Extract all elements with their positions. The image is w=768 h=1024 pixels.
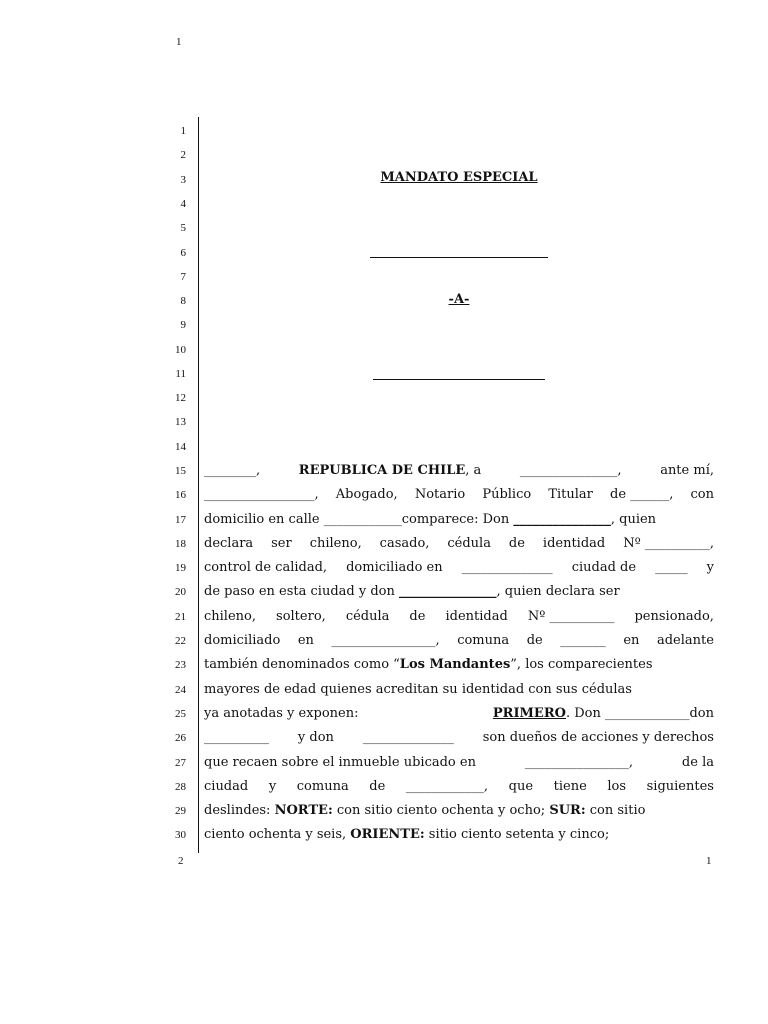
text: ”, los comparecientes xyxy=(510,657,653,672)
word: casado, xyxy=(379,536,430,551)
blank: __________ xyxy=(204,730,269,745)
text-line-20 xyxy=(204,584,714,600)
word: declara xyxy=(204,536,254,551)
line-number: 20 xyxy=(175,586,186,598)
text: también denominados como “ xyxy=(204,657,400,672)
word: Abogado, xyxy=(335,487,398,502)
line-number: 29 xyxy=(175,805,186,817)
line-number: 16 xyxy=(175,489,186,501)
word: cédula xyxy=(447,536,491,551)
word: , a xyxy=(465,463,482,478)
text: ya anotadas y exponen: xyxy=(204,706,359,721)
word: ciudad xyxy=(204,779,249,794)
word: pensionado, xyxy=(634,609,714,624)
line-number: 2 xyxy=(180,149,186,161)
line-number: 6 xyxy=(180,247,186,259)
clause-heading: PRIMERO xyxy=(492,706,566,721)
text-line-22 xyxy=(204,633,714,649)
line-number: 5 xyxy=(180,222,186,234)
boundary-east: ORIENTE: xyxy=(350,827,425,842)
word: ciudad de xyxy=(571,560,637,575)
word: Notario xyxy=(414,487,466,502)
word: chileno, xyxy=(309,536,362,551)
blank: ______________ xyxy=(461,560,553,575)
word: y xyxy=(706,560,714,575)
page-number-bottom-right: 1 xyxy=(706,855,712,867)
text: deslindes: xyxy=(204,803,275,818)
word: de la xyxy=(681,755,714,770)
word: Titular xyxy=(548,487,593,502)
line-number: 12 xyxy=(175,392,186,404)
text: con sitio ciento ochenta y ocho; xyxy=(332,803,550,818)
word: los xyxy=(607,779,627,794)
text: , quien xyxy=(610,512,657,527)
document-title: MANDATO ESPECIAL xyxy=(380,170,538,185)
line-number: 13 xyxy=(175,416,186,428)
word: Público xyxy=(482,487,532,502)
word: chileno, xyxy=(204,609,256,624)
page-number-bottom-left: 2 xyxy=(178,855,184,867)
line-number: 27 xyxy=(175,757,186,769)
word: de xyxy=(409,609,426,624)
line-number: 11 xyxy=(175,368,186,380)
blank: _______________ xyxy=(399,584,497,599)
text: , quien declara ser xyxy=(496,584,620,599)
line-number: 25 xyxy=(175,708,186,720)
line-number: 18 xyxy=(175,538,186,550)
line-number: 22 xyxy=(175,635,186,647)
word: en xyxy=(297,633,314,648)
word: Nº __________ xyxy=(527,609,615,624)
text-line-21 xyxy=(204,609,714,625)
country-name: REPUBLICA DE CHILE xyxy=(298,463,466,478)
signature-line-bottom xyxy=(373,379,545,380)
text-line-25 xyxy=(204,706,714,722)
line-number: 28 xyxy=(175,781,186,793)
margin-line xyxy=(198,117,199,853)
word: y xyxy=(268,779,277,794)
word: domiciliado xyxy=(204,633,281,648)
word: comuna xyxy=(457,633,510,648)
document-subtitle: -A- xyxy=(448,292,470,307)
word: Nº __________, xyxy=(623,536,714,551)
boundary-north: NORTE: xyxy=(274,803,333,818)
blank: ____________, xyxy=(405,779,489,794)
word: cédula xyxy=(345,609,390,624)
blank: _______________, xyxy=(519,463,622,478)
text-line-15 xyxy=(204,463,714,479)
blank: _____ xyxy=(655,560,688,575)
text-line-24 xyxy=(204,682,714,698)
text-line-18 xyxy=(204,536,714,552)
word: ser xyxy=(271,536,292,551)
text-line-28 xyxy=(204,779,714,795)
word: identidad xyxy=(445,609,508,624)
text: ciento ochenta y seis, xyxy=(204,827,351,842)
word: identidad xyxy=(542,536,606,551)
text-line-23 xyxy=(204,657,714,673)
text-line-29 xyxy=(204,803,714,819)
word: de xyxy=(508,536,525,551)
blank: _______________ xyxy=(513,512,611,527)
word: soltero, xyxy=(276,609,326,624)
page-number-top: 1 xyxy=(176,36,182,48)
line-number: 15 xyxy=(175,465,186,477)
line-number: 26 xyxy=(175,732,186,744)
text-line-17 xyxy=(204,512,714,528)
word: con xyxy=(690,487,714,502)
word: que xyxy=(508,779,534,794)
text: que recaen sobre el inmueble ubicado en xyxy=(204,755,476,770)
line-number: 1 xyxy=(180,125,186,137)
line-number: 23 xyxy=(175,659,186,671)
signature-line-top xyxy=(370,257,548,258)
word: de xyxy=(369,779,386,794)
text: domicilio en calle ____________comparece: Don xyxy=(204,512,514,527)
word: en xyxy=(623,633,640,648)
word: ante mí, xyxy=(660,463,714,478)
word: siguientes xyxy=(646,779,714,794)
line-number: 19 xyxy=(175,562,186,574)
word: de xyxy=(526,633,543,648)
blank: ________________, xyxy=(524,755,634,770)
word: comuna xyxy=(296,779,349,794)
word: control de calidad, xyxy=(204,560,328,575)
text-line-26 xyxy=(204,730,714,746)
defined-term: Los Mandantes xyxy=(399,657,511,672)
line-number: 4 xyxy=(180,198,186,210)
word: y don xyxy=(297,730,334,745)
text: mayores de edad quienes acreditan su identidad con sus cédulas xyxy=(204,682,632,697)
line-number: 10 xyxy=(175,344,186,356)
text: son dueños de acciones y derechos xyxy=(482,730,714,745)
line-number: 9 xyxy=(180,319,186,331)
word: de ______, xyxy=(610,487,674,502)
line-number: 3 xyxy=(180,174,186,186)
line-number: 8 xyxy=(180,295,186,307)
line-number: 7 xyxy=(180,271,186,283)
text-line-19 xyxy=(204,560,714,576)
line-number: 24 xyxy=(175,684,186,696)
text: de paso en esta ciudad y don xyxy=(204,584,399,599)
blank: ________________, xyxy=(331,633,440,648)
word: _________________, xyxy=(204,487,319,502)
word: adelante xyxy=(656,633,714,648)
line-number: 17 xyxy=(175,514,186,526)
blank: ______________ xyxy=(362,730,454,745)
blank: _______ xyxy=(560,633,606,648)
line-number: 14 xyxy=(175,441,186,453)
word: tiene xyxy=(553,779,587,794)
text-line-30 xyxy=(204,827,714,843)
blank: ________, xyxy=(204,463,261,478)
text: sitio ciento setenta y cinco; xyxy=(424,827,610,842)
text: con sitio xyxy=(585,803,646,818)
word: domiciliado en xyxy=(346,560,443,575)
line-number: 21 xyxy=(175,611,186,623)
boundary-south: SUR: xyxy=(549,803,586,818)
text-line-16 xyxy=(204,487,714,503)
text-line-27 xyxy=(204,755,714,771)
line-number: 30 xyxy=(175,829,186,841)
text: . Don _____________don xyxy=(565,706,714,721)
